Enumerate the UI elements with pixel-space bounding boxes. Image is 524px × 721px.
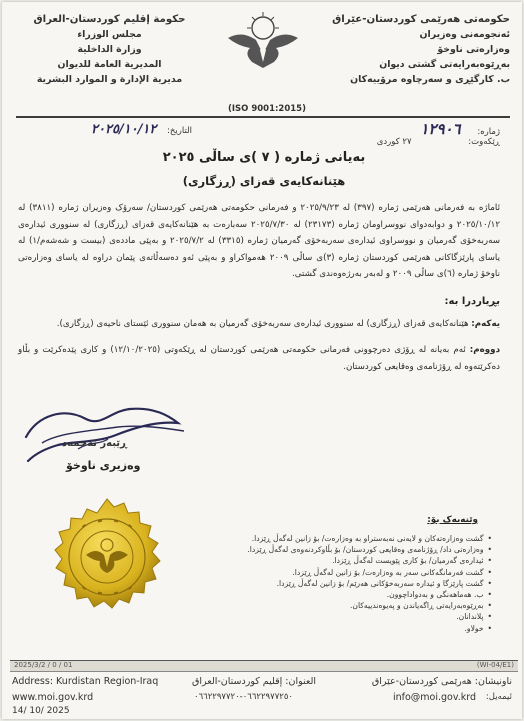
- cc-item: • بەڕێوەبەرایەتی ڕاگەیاندن و پەیوەندییەکان.: [192, 600, 492, 611]
- statement-title: بەیانی ژمارە ( ٧ )ی ساڵی ٢٠٢٥: [162, 150, 366, 165]
- header-ku-line-5: ب. کارگێڕی و سەرچاوە مرۆییەکان: [350, 74, 510, 85]
- decision-item-2: [18, 342, 500, 375]
- number-value: ١٢٩٠٦: [420, 120, 461, 138]
- header-ku-line-4: بەڕێوەبەرایەتی گشتی دیوان: [379, 59, 510, 70]
- iso-label: (ISO 9001:2015): [228, 104, 306, 114]
- date-label-ar: التاريخ:: [167, 126, 192, 136]
- item-1-text: هێنانەکایەی قەزای (ڕزگاری) لە سنووری ئیدارەی سەربەخۆی گەرمیان بە هەمان سنووری ئێستای ناحیەی (ڕزگاری).: [56, 319, 469, 329]
- header-divider: [16, 116, 510, 118]
- footer-email: info@moi.gov.krd: [392, 692, 476, 703]
- footer-code-left: 2025/3/2 / 0 / 01: [14, 661, 73, 669]
- decided-label: بڕیاردرا بە:: [444, 296, 500, 307]
- cc-item: • ب. هەماهەنگی و بەدواداچوون.: [192, 589, 492, 600]
- footer-stamp-date: 14/ 10/ 2025: [12, 706, 70, 716]
- cc-item: • خولاو.: [192, 623, 492, 634]
- date-block-arabic: [32, 122, 192, 137]
- header-ar-line-5: مديرية الإدارة و الموارد البشرية: [36, 74, 183, 85]
- cc-item: • گشت پارێزگا و ئیدارە سەربەخۆکانی هەرێم/ بۆ زانین لەگەڵ ڕێزدا.: [192, 578, 492, 589]
- footer-band: [10, 660, 518, 672]
- gold-seal-icon: [46, 497, 168, 619]
- footer-address-en: Address: Kurdistan Region-Iraq: [12, 676, 159, 687]
- date-label-ku: ڕێکەوت:: [468, 137, 500, 147]
- item-2-label: دووەم:: [469, 345, 501, 355]
- signatory-title: وەزیری ناوخۆ: [66, 459, 141, 472]
- header-ku-line-2: ئەنجومەنی وەزیران: [419, 29, 510, 40]
- date-ar-value: ٢٠٢٥/١٠/١٢: [91, 122, 157, 137]
- header-arabic: [22, 12, 197, 87]
- number-label: ژمارە:: [477, 127, 500, 137]
- date-ku-written: ٢٧ کوردی: [376, 137, 412, 147]
- header-ku-line-3: وەزارەتی ناوخۆ: [437, 44, 510, 55]
- document-page: [2, 2, 522, 719]
- footer-email-label: ئیمەیل:: [485, 692, 512, 702]
- statement-subtitle: هێنانەکایەی قەزای (ڕزگاری): [182, 174, 346, 188]
- item-2-text: ئەم بەیانە لە ڕۆژی دەرچوونی فەرمانی حکومەتی هەرێمی کوردستان لە ڕێکەوتی (١٢/١٠/٢٠٢٥) و کاری پێدەکرێت و بڵاو دەکرێتەوە لە ڕۆژنامەی وەقایعی کوردستان.: [18, 345, 500, 372]
- item-1-label: یەکەم:: [471, 319, 500, 329]
- kurdistan-emblem-icon: [222, 10, 304, 72]
- header-ar-line-3: وزارة الداخلية: [77, 44, 142, 55]
- footer-address-ku: ناونیشان: هەرێمی کوردستان-عێراق: [371, 676, 512, 687]
- cc-item: • ئیدارەی گەرمیان/ بۆ کاری پێویست لەگەڵ ڕێزدا.: [192, 555, 492, 566]
- signatory-name: ڕێبەر ئەحمەد: [62, 438, 127, 449]
- cc-item: • گشت فەرمانگەکانی سەر بە وەزارەت/ بۆ زانین لەگەڵ ڕێزدا.: [192, 567, 492, 578]
- statement-paragraph: ئاماژە بە فەرمانی هەرێمی ژمارە (٣٩٧) لە ٢٠٢٥/٩/٢٣ و فەرمانی حکومەتی هەرێمی کوردستان/ سەرۆک وەزیران ژمارە (٣٨١١) لە ٢٠٢٥/١٠/١٢ و دوابەدوای نووسراومان ژمارە (٢٣١٧٣) لە ٢٠٢٥/٧/٣٠ سەبارەت بە هێنانەکایەی قەزای (ڕزگاری) لە سنووری ئیدارەی سەربەخۆی گەرمیان و نووسراوی ئیدارەی سەربەخۆی گەرمیان ژمارە (٣٣١٥) لە ٢٠٢٥/٧/٢ و بەپێی ماددەی (بیست و شەشەم/١) لە یاسای پارێزگاکانی هەرێمی کوردستان ژمارە (٣)ی ساڵی ٢٠٠٩ هەمواکراو و بەپێی ئەو دەسەڵاتەی پێمان دراوە لە یاسای وەزارەتی ناوخۆ ژمارە (٦)ی ساڵی ٢٠٠٩ و لەبەر بەرژەوەندی گشتی.: [18, 203, 500, 279]
- header-kurdish: [310, 12, 510, 87]
- footer-code-right: (WI-04/E1): [476, 661, 514, 669]
- cc-list: [192, 533, 492, 634]
- cc-item: • وەزارەتی داد/ ڕۆژنامەی وەقایعی کوردستان/ بۆ بڵاوکردنەوەی لەگەڵ ڕێزدا.: [192, 544, 492, 555]
- header-ar-line-4: المديرية العامة للديوان: [57, 59, 162, 70]
- cc-title: وێنەیەک بۆ:: [427, 515, 478, 525]
- header-ar-line-1: حكومة إقليم كوردستان-العراق: [33, 14, 186, 25]
- header-ar-line-2: مجلس الوزراء: [77, 29, 142, 40]
- footer-website: www.moi.gov.krd: [12, 692, 94, 703]
- footer-phone: ٠٦٦٢٢٩٧٧٢٥٠-٠٦٦٢٢٩٧٧٢٠: [194, 692, 293, 702]
- decision-item-1: [18, 316, 500, 333]
- cc-item: • گشت وەزارەتەکان و لایەنی نەبەستراو بە وەزارەت/ بۆ زانین لەگەڵ ڕێزدا.: [192, 533, 492, 544]
- cc-item: • پلاندانان.: [192, 611, 492, 622]
- footer-address-ar: العنوان: إقليم كوردستان-العراق: [192, 676, 317, 687]
- reference-block: [290, 120, 500, 152]
- header-ku-line-1: حکومەتی هەرێمی کوردستان-عێراق: [332, 14, 510, 25]
